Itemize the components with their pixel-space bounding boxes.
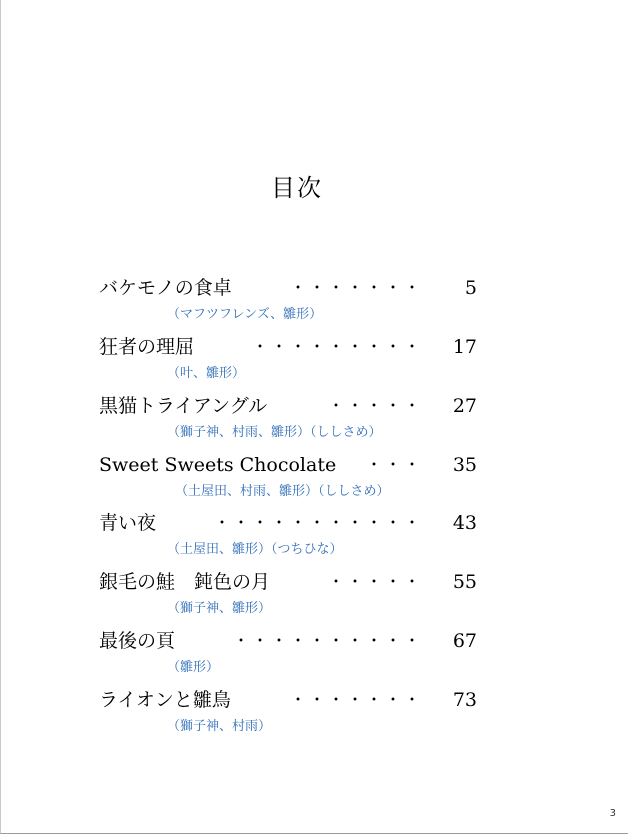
entry-leader-dots: ・・・・・ [327,396,423,415]
entry-credit: （獅子神、雛形） [167,601,272,616]
entry-leader-dots: ・・・・・・・ [289,690,423,709]
entry-page-number: 17 [452,336,477,358]
entry-title: 青い夜 [99,512,157,534]
entry-page-number: 5 [464,277,477,299]
entry-title: 最後の頁 [99,630,176,652]
entry-credit: （マフツフレンズ、雛形） [167,307,323,322]
entry-credit: （叶、雛形） [167,366,246,381]
entry-leader-dots: ・・・・・・・・・・・ [213,513,423,532]
entry-credit: （獅子神、村雨） [167,719,272,734]
toc-entry [1,629,628,689]
entry-credit: （雛形） [167,660,220,675]
entry-title: Sweet Sweets Chocolate [99,454,337,476]
entry-page-number: 35 [452,454,477,476]
entry-title: バケモノの食卓 [99,277,232,299]
entry-leader-dots: ・・・・・・・・・・ [232,631,423,650]
entry-title: 狂者の理屈 [99,336,195,358]
entry-leader-dots: ・・・・・・・・・ [251,337,423,356]
entry-page-number: 27 [452,395,477,417]
toc-entry [1,276,628,336]
entry-credit: （獅子神、村雨、雛形）（ししさめ） [167,425,382,440]
entry-credit: （土屋田、雛形）（つちひな） [167,542,343,557]
entry-title: 黒猫トライアングル [99,395,268,417]
entry-leader-dots: ・・・・・・・ [289,278,423,297]
entry-leader-dots: ・・・ [365,455,423,474]
toc-entry [1,394,628,454]
toc-entry [1,688,628,748]
toc-title: 目次 [271,174,323,202]
entry-title: ライオンと雛鳥 [99,689,231,711]
page-number: 3 [609,808,616,819]
toc-entry [1,453,628,513]
toc-entry [1,335,628,395]
entry-title: 銀毛の鮭 鈍色の月 [99,571,271,593]
toc-entry [1,511,628,571]
entry-leader-dots: ・・・・・ [327,572,423,591]
entry-page-number: 43 [452,512,477,534]
entry-page-number: 67 [452,630,477,652]
entry-page-number: 73 [452,689,477,711]
entry-credit: （土屋田、村雨、雛形）（ししさめ） [175,484,390,499]
entry-page-number: 55 [452,571,477,593]
toc-entry [1,570,628,630]
